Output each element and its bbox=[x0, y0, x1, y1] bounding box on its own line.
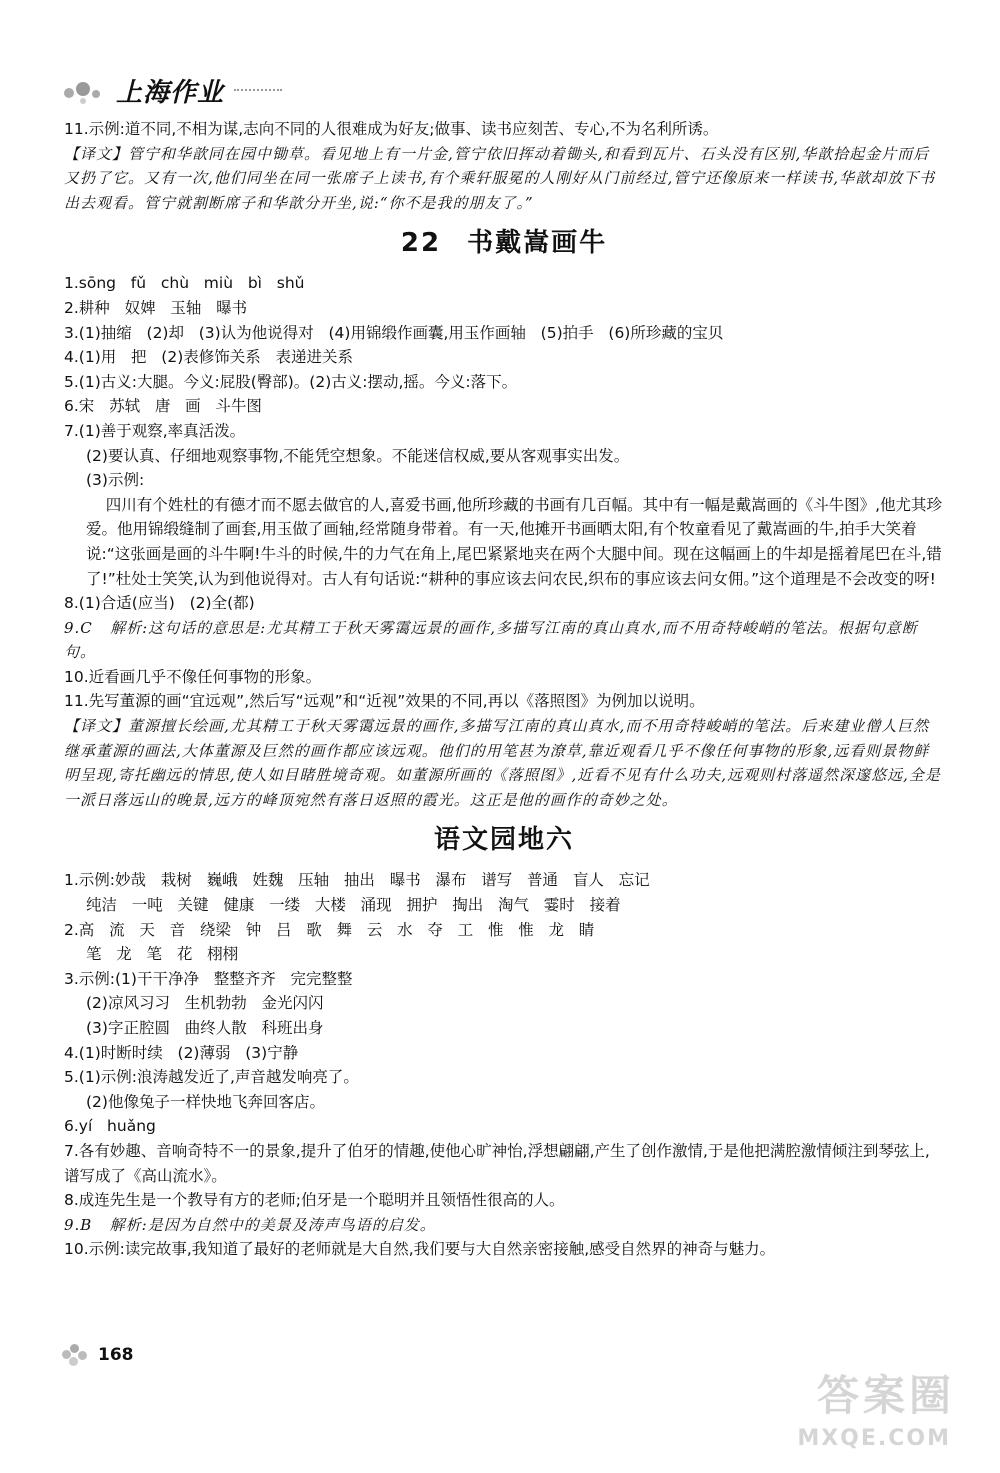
answer-line: 4.(1)用 把 (2)表修饰关系 表递进关系 bbox=[64, 348, 354, 367]
answer-line: (2)他像兔子一样快地飞奔回客店。 bbox=[86, 1092, 325, 1111]
translation-paragraph: 【译文】董源擅长绘画,尤其精工于秋天雾霭远景的画作,多描写江南的真山真水,而不用奇特峻峭的笔法。后来建业僧人巨然继承董源的画法,大体董源及巨然的画作都应该远观。他们的用笔甚为潦草,靠近观看几乎不像任何事物的形象,远看则景物鲜明呈现,寄托幽远的情思,使人如目睹胜境奇观。如董源所画的《落照图》,近看不见有什么功夫,远观则村落遥然深邃悠远,全是一派日落远山的晚景,远方的峰顶宛然有落日返照的霞光。这正是他的画作的奇妙之处。 bbox=[64, 717, 941, 809]
answer-line: 1.sōng fǔ chù miù bì shǔ bbox=[64, 274, 305, 293]
answer-line: 笔 龙 笔 花 栩栩 bbox=[86, 945, 239, 964]
answer-line: (3)字正腔圆 曲终人散 科班出身 bbox=[86, 1019, 324, 1037]
watermark-main-text: 答案圈 bbox=[816, 1371, 955, 1420]
page-footer bbox=[60, 1342, 134, 1368]
answer-line: 5.(1)示例:浪涛越发近了,声音越发响亮了。 bbox=[64, 1068, 359, 1087]
header-title: 上海作业 bbox=[116, 77, 225, 108]
answer-line: (2)要认真、仔细地观察事物,不能凭空想象。不能迷信权威,要从客观事实出发。 bbox=[86, 446, 630, 465]
answer-line: 8.成连先生是一个教导有方的老师;伯牙是一个聪明并且领悟性很高的人。 bbox=[64, 1191, 565, 1210]
answer-content bbox=[64, 117, 944, 1262]
example-paragraph: 四川有个姓杜的有德才而不愿去做官的人,喜爱书画,他所珍藏的书画有几百幅。其中有一幅是戴嵩画的《斗牛图》,他尤其珍爱。他用锦缎缝制了画套,用玉做了画轴,经常随身带着。有一天,他摊开书画晒太阳,有个牧童看见了戴嵩画的牛,拍手大笑着说:“这张画是画的斗牛啊!牛斗的时候,牛的力气在角上,尾巴紧紧地夹在两个大腿中间。现在这幅画上的牛却是摇着尾巴在斗,错了!”杜处士笑笑,认为到他说得对。古人有句话说:“耕种的事应该去问农民,织布的事应该去问女佣。”这个道理是不会改变的呀! bbox=[86, 495, 943, 588]
answer-line: 10.示例:读完故事,我知道了最好的老师就是大自然,我们要与大自然亲密接触,感受自然界的神奇与魅力。 bbox=[64, 1240, 776, 1259]
answer-line: (3)示例: bbox=[86, 471, 145, 490]
answer-line: (2)凉风习习 生机勃勃 金光闪闪 bbox=[86, 994, 324, 1013]
answer-line: 2.高 流 天 音 绕梁 钟 吕 歌 舞 云 水 夺 工 惟 惟 龙 睛 bbox=[64, 920, 595, 939]
answer-line: 7.(1)善于观察,率真活泼。 bbox=[64, 421, 246, 440]
watermark-logo bbox=[780, 1363, 955, 1453]
header-decoration-icon bbox=[58, 70, 116, 110]
section-title-text: 语文园地六 bbox=[433, 825, 574, 856]
answer-line: 5.(1)古义:大腿。今义:屁股(臀部)。(2)古义:摆动,摇。今义:落下。 bbox=[64, 372, 518, 391]
page-header bbox=[58, 68, 282, 112]
answer-line: 7.各有妙趣、音响奇特不一的景象,提升了伯牙的情趣,使他心旷神怡,浮想翩翩,产生了创作激情,于是他把满腔激情倾注到琴弦上,谱写成了《高山流水》。 bbox=[64, 1141, 930, 1185]
answer-line: 11.先写董源的画“宜远观”,然后写“远观”和“近视”效果的不同,再以《落照图》为例加以说明。 bbox=[64, 692, 705, 711]
translation-paragraph: 【译文】管宁和华歆同在园中锄草。看见地上有一片金,管宁依旧挥动着锄头,和看到瓦片、石头没有区别,华歆拾起金片而后又扔了它。又有一次,他们同坐在同一张席子上读书,有个乘轩服冕的人刚好从门前经过,管宁还像原来一样读书,华歆却放下书出去观看。管宁就割断席子和华歆分开坐,说:“你不是我的朋友了。” bbox=[64, 144, 936, 212]
answer-line: 8.(1)合适(应当) (2)全(都) bbox=[64, 594, 255, 613]
analysis-answer: 9.C 解析:这句话的意思是:尤其精工于秋天雾霭远景的画作,多描写江南的真山真水,而不用奇特峻峭的笔法。根据句意断句。 bbox=[64, 618, 918, 662]
page-number: 168 bbox=[98, 1345, 134, 1365]
answer-line: 纯洁 一吨 关键 健康 一缕 大楼 涌现 拥护 掏出 淘气 霎时 接着 bbox=[86, 896, 621, 915]
header-rule bbox=[234, 89, 282, 91]
answer-line: 1.示例:妙哉 栽树 巍峨 姓魏 压轴 抽出 曝书 瀑布 谱写 普通 盲人 忘记 bbox=[64, 871, 650, 890]
footer-flower-icon bbox=[60, 1342, 90, 1368]
answer-line: 2.耕种 奴婢 玉轴 曝书 bbox=[64, 298, 248, 317]
section-number: 22 bbox=[400, 228, 442, 259]
answer-line: 10.近看画几乎不像任何事物的形象。 bbox=[64, 667, 322, 686]
watermark-sub-text: MXQE.COM bbox=[797, 1426, 951, 1451]
section-title-text: 书戴嵩画牛 bbox=[467, 228, 608, 259]
answer-line: 3.(1)抽缩 (2)却 (3)认为他说得对 (4)用锦缎作画囊,用玉作画轴 (5)拍手 (6)所珍藏的宝贝 bbox=[64, 323, 724, 342]
answer-line: 6.yí huǎng bbox=[64, 1117, 156, 1136]
answer-line: 3.示例:(1)干干净净 整整齐齐 完完整整 bbox=[64, 969, 353, 988]
answer-line: 11.示例:道不同,不相为谋,志向不同的人很难成为好友;做事、读书应刻苦、专心,不为名利所诱。 bbox=[64, 120, 719, 138]
answer-line: 6.宋 苏轼 唐 画 斗牛图 bbox=[64, 397, 262, 416]
section-title bbox=[64, 223, 944, 263]
analysis-answer: 9.B 解析:是因为自然中的美景及涛声鸟语的启发。 bbox=[64, 1215, 436, 1234]
answer-line: 4.(1)时断时续 (2)薄弱 (3)宁静 bbox=[64, 1043, 299, 1062]
section-title bbox=[64, 820, 944, 860]
